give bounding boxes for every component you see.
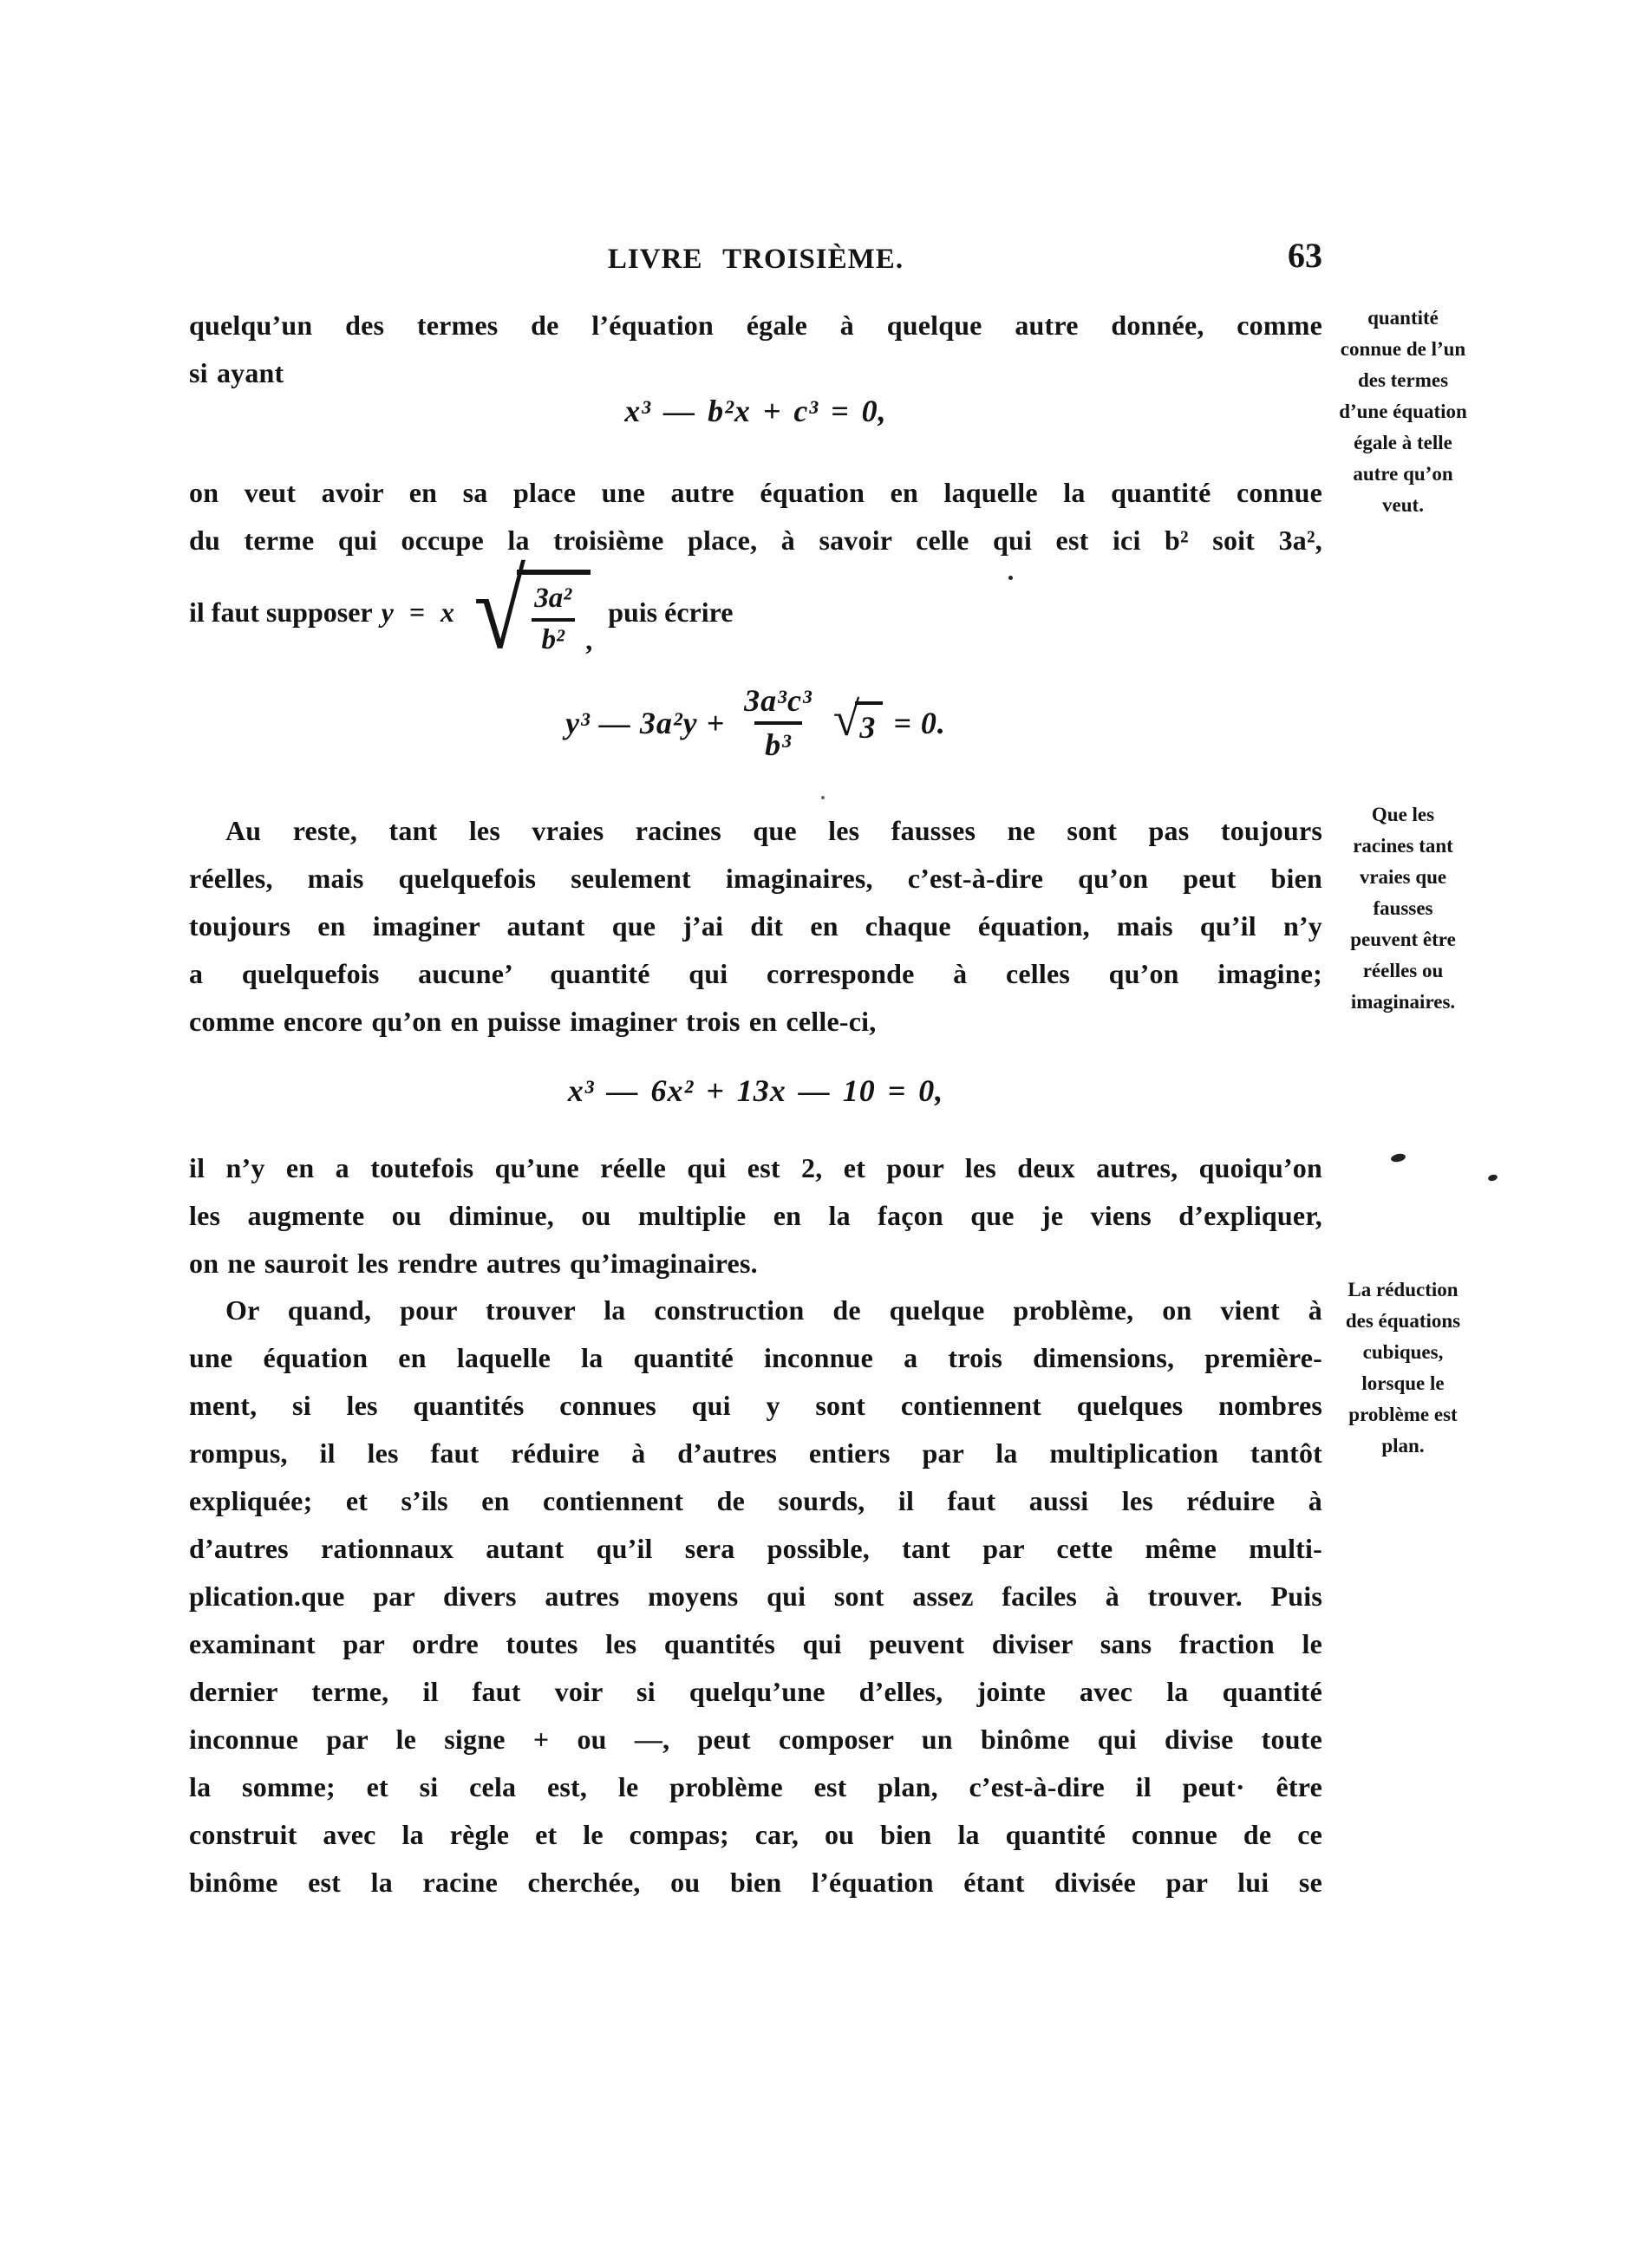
- text-line: vraies que: [1359, 866, 1447, 888]
- eq2-denominator: b³: [754, 721, 802, 763]
- text-line: comme encore qu’on en puisse imaginer trois en celle-ci,: [189, 1006, 877, 1037]
- radicand-value: 3: [855, 701, 883, 746]
- text-line: d’autres rationnaux autant qu’il sera possible, tant par cette même multi-: [189, 1533, 1322, 1564]
- text-line: réelles, mais quelquefois seulement imaginaires, c’est-à-dire qu’on peut bien: [189, 863, 1322, 894]
- ink-speck: [1487, 1174, 1498, 1183]
- text-line: ment, si les quantités connues qui y sont contiennent quelques nombres: [189, 1390, 1322, 1421]
- inline-radical-statement: [189, 548, 1322, 673]
- paragraph: [189, 807, 1322, 1046]
- radicand-numerator: 3a²: [534, 582, 572, 614]
- eq2-lhs: y³ — 3a²y +: [565, 706, 726, 741]
- eq2-fraction: [735, 683, 821, 764]
- text-line: binôme est la racine cherchée, ou bien l’équation étant divisée par lui se: [189, 1867, 1322, 1898]
- equation-cubic-y: [189, 683, 1322, 764]
- text-line: plication.que par divers autres moyens qui sont assez faciles à trouver. Puis: [189, 1580, 1322, 1612]
- text-line: quantité: [1367, 307, 1439, 329]
- ink-speck: [1390, 1152, 1406, 1163]
- text-line: fausses: [1373, 897, 1433, 919]
- paragraph: [189, 302, 1322, 397]
- radicand-denominator: b²: [532, 618, 575, 657]
- text-line: d’une équation: [1339, 401, 1467, 422]
- text-line: inconnue par le signe + ou —, peut composer un binôme qui divise toute: [189, 1724, 1322, 1755]
- text-line: cubiques,: [1362, 1341, 1444, 1363]
- margin-note: [1312, 1274, 1494, 1462]
- eq2-rhs: = 0.: [893, 706, 946, 741]
- paragraph: [189, 1144, 1322, 1287]
- comma: ,: [585, 624, 593, 656]
- text-line: plan.: [1381, 1435, 1425, 1457]
- text-line: rompus, il les faut réduire à d’autres entiers par la multiplication tantôt: [189, 1437, 1322, 1469]
- text-line: égale à telle: [1354, 432, 1452, 453]
- text-line: les augmente ou diminue, ou multiplie en la façon que je viens d’expliquer,: [189, 1200, 1322, 1231]
- text-line: une équation en laquelle la quantité inconnue a trois dimensions, première-: [189, 1342, 1322, 1373]
- text-line: Au reste, tant les vraies racines que les fausses ne sont pas toujours: [225, 815, 1322, 846]
- text-line: du terme qui occupe la troisième place, à savoir celle qui est ici b² soit 3a²,: [189, 525, 1322, 556]
- text-line: quelqu’un des termes de l’équation égale à quelque autre donnée, comme: [189, 310, 1322, 341]
- radical-sign: √: [832, 692, 861, 746]
- equation-cubic-bx: x³ — b²x + c³ = 0,: [624, 394, 887, 428]
- radical-sign: √: [473, 548, 526, 672]
- page-header: [189, 236, 1322, 279]
- text-line: si ayant: [189, 357, 284, 388]
- text-line: des équations: [1345, 1310, 1461, 1332]
- text-line: on ne sauroit les rendre autres qu’imaginaires.: [189, 1248, 758, 1279]
- margin-note: [1312, 799, 1494, 1018]
- text-line: peuvent être: [1350, 929, 1456, 950]
- statement-before: il faut supposer: [189, 596, 373, 628]
- sqrt-3: [832, 692, 884, 746]
- ink-speck: [1008, 576, 1013, 580]
- statement-math: y = x: [381, 596, 457, 628]
- text-line: lorsque le: [1361, 1372, 1445, 1394]
- text-line: autre qu’on: [1353, 463, 1453, 485]
- text-line: La réduction: [1348, 1279, 1458, 1300]
- running-title: LIVRE TROISIÈME.: [607, 244, 904, 275]
- text-line: veut.: [1382, 494, 1424, 516]
- text-line: Or quand, pour trouver la construction de quelque problème, on vient à: [225, 1294, 1322, 1326]
- equation-cubic-x2: x³ — 6x² + 13x — 10 = 0,: [567, 1073, 944, 1108]
- text-line: examinant par ordre toutes les quantités qui peuvent diviser sans fraction le: [189, 1628, 1322, 1659]
- ink-speck: [821, 796, 825, 799]
- text-line: Que les: [1371, 804, 1435, 825]
- margin-note: [1312, 303, 1494, 521]
- text-line: a quelquefois aucune’ quantité qui corresponde à celles qu’on imagine;: [189, 958, 1322, 989]
- paragraph: [189, 1287, 1322, 1906]
- text-line: construit avec la règle et le compas; car, ou bien la quantité connue de ce: [189, 1819, 1322, 1850]
- text-line: réelles ou: [1362, 960, 1444, 981]
- page-number: 63: [1288, 236, 1322, 275]
- text-line: il n’y en a toutefois qu’une réelle qui est 2, et pour les deux autres, quoiqu’on: [189, 1152, 1322, 1183]
- radical-expression: [468, 548, 593, 672]
- text-line: la somme; et si cela est, le problème est plan, c’est-à-dire il peut· être: [189, 1771, 1322, 1802]
- text-line: toujours en imaginer autant que j’ai dit en chaque équation, mais qu’il n’y: [189, 910, 1322, 942]
- text-line: dernier terme, il faut voir si quelqu’une d’elles, jointe avec la quantité: [189, 1676, 1322, 1707]
- text-line: expliquée; et s’ils en contiennent de sourds, il faut aussi les réduire à: [189, 1485, 1322, 1516]
- text-line: des termes: [1357, 369, 1449, 391]
- text-line: connue de l’un: [1340, 338, 1466, 360]
- text-line: racines tant: [1353, 835, 1453, 857]
- paragraph: [189, 469, 1322, 564]
- statement-after: puis écrire: [608, 596, 734, 628]
- radicand: [517, 570, 591, 657]
- eq2-numerator: 3a³c³: [744, 683, 812, 718]
- text-line: imaginaires.: [1350, 991, 1456, 1013]
- text-line: on veut avoir en sa place une autre équation en laquelle la quantité connue: [189, 477, 1322, 508]
- text-line: problème est: [1348, 1404, 1458, 1425]
